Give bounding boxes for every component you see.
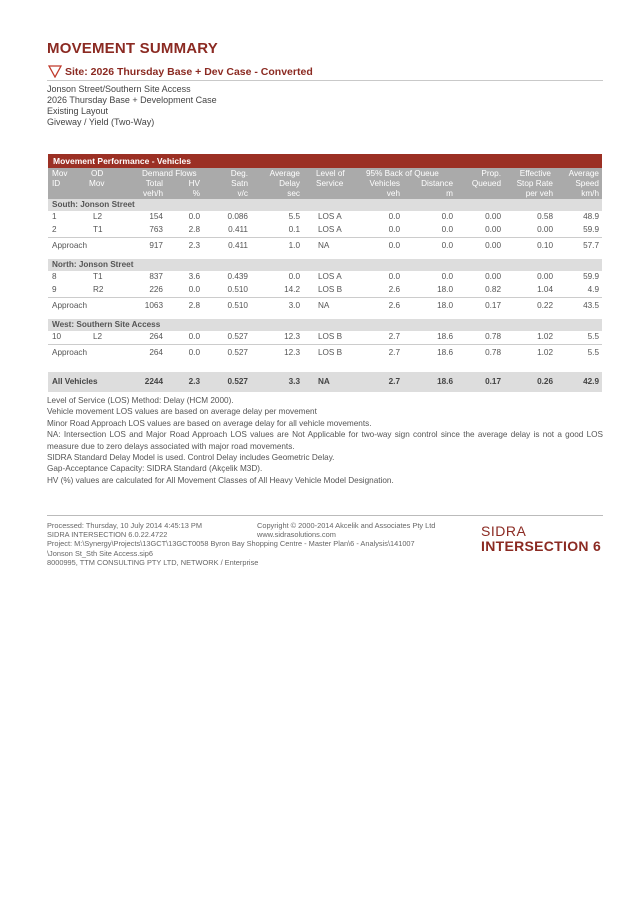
table-row <box>48 284 602 297</box>
col-stop-3: per veh <box>525 189 553 198</box>
cell-stop-rate: 0.58 <box>537 212 553 221</box>
cell-queue-vehicles: 2.6 <box>388 301 400 310</box>
cell-queue-distance: 0.0 <box>441 241 453 250</box>
cell-total-flow: 1063 <box>144 301 163 310</box>
col-demand-flows: Demand Flows <box>142 169 197 178</box>
col-deg-1: Deg. <box>230 169 248 178</box>
cell-prop-queued: 0.78 <box>485 348 501 357</box>
cell-avg-delay: 3.3 <box>288 377 300 386</box>
cell-deg-satn: 0.527 <box>227 332 248 341</box>
approach-row <box>48 297 602 313</box>
cell-mov-id: 9 <box>52 285 57 294</box>
cell-avg-delay: 0.1 <box>288 225 300 234</box>
col-delay-1: Average <box>269 169 300 178</box>
note: Gap-Acceptance Capacity: SIDRA Standard (Akçelik M3D). <box>47 464 263 474</box>
cell-od-mov: R2 <box>93 285 104 294</box>
logo-line-1: SIDRA <box>481 523 527 539</box>
cell-queue-vehicles: 0.0 <box>388 272 400 281</box>
group-row <box>48 319 602 331</box>
group-row <box>48 199 602 211</box>
website-link[interactable]: www.sidrasolutions.com <box>257 530 336 540</box>
col-back-of-queue: 95% Back of Queue <box>366 169 439 178</box>
col-vehicles-1: Vehicles <box>369 179 400 188</box>
col-stop-2: Stop Rate <box>516 179 553 188</box>
cell-prop-queued: 0.00 <box>485 212 501 221</box>
cell-prop-queued: 0.17 <box>485 301 501 310</box>
description-line: Existing Layout <box>47 106 109 116</box>
cell-queue-vehicles: 0.0 <box>388 225 400 234</box>
cell-queue-distance: 18.6 <box>437 332 453 341</box>
col-speed-1: Average <box>568 169 599 178</box>
cell-stop-rate: 1.02 <box>537 332 553 341</box>
cell-hv-percent: 0.0 <box>188 348 200 357</box>
all-vehicles-row <box>48 372 602 392</box>
cell-deg-satn: 0.510 <box>227 285 248 294</box>
group-spacer <box>48 360 602 366</box>
group-row <box>48 259 602 271</box>
col-deg-2: Satn <box>231 179 248 188</box>
cell-avg-speed: 48.9 <box>583 212 599 221</box>
cell-los: NA <box>318 377 330 386</box>
cell-deg-satn: 0.527 <box>227 377 248 386</box>
cell-total-flow: 763 <box>149 225 163 234</box>
col-los-2: Service <box>316 179 344 188</box>
note: NA: Intersection LOS and Major Road Approach LOS values are Not Applicable for two-way sign control since the average delay is not a good LOS measure due to zero delays associated with major road movements. <box>47 430 603 451</box>
table-row <box>48 211 602 224</box>
cell-queue-distance: 18.6 <box>437 377 453 386</box>
col-od-2: Mov <box>89 179 105 188</box>
cell-hv-percent: 2.8 <box>188 301 200 310</box>
note: Level of Service (LOS) Method: Delay (HCM 2000). <box>47 396 234 405</box>
site-description <box>47 84 217 128</box>
cell-mov-id: 2 <box>52 225 57 234</box>
cell-hv-percent: 2.3 <box>188 241 200 250</box>
cell-total-flow: 917 <box>149 241 163 250</box>
note: Minor Road Approach LOS values are based on average delay for all vehicle movements. <box>47 418 372 428</box>
cell-mov-id: 10 <box>52 332 62 341</box>
cell-prop-queued: 0.82 <box>485 285 501 294</box>
footer-divider <box>47 515 603 516</box>
site-title: Site: 2026 Thursday Base + Dev Case - Converted <box>65 66 313 78</box>
cell-stop-rate: 1.04 <box>537 285 553 294</box>
cell-los: LOS A <box>318 212 342 221</box>
table-body <box>48 199 602 392</box>
col-mov-1: Mov <box>52 169 68 178</box>
cell-mov-id: Approach <box>52 241 88 250</box>
cell-queue-vehicles: 2.7 <box>388 332 400 341</box>
cell-deg-satn: 0.411 <box>228 225 248 234</box>
cell-od-mov: T1 <box>93 272 103 281</box>
cell-los: LOS B <box>318 285 343 294</box>
col-distance-1: Distance <box>421 179 453 188</box>
col-delay-3: sec <box>287 189 300 198</box>
project-file: \Jonson St_Sth Site Access.sip6 <box>47 548 153 558</box>
cell-los: NA <box>318 301 330 310</box>
cell-total-flow: 264 <box>149 332 163 341</box>
cell-mov-id: Approach <box>52 301 88 310</box>
cell-avg-speed: 59.9 <box>583 225 599 234</box>
page-title: MOVEMENT SUMMARY <box>47 40 218 57</box>
col-total-2: veh/h <box>142 189 163 198</box>
cell-deg-satn: 0.510 <box>227 301 248 310</box>
cell-total-flow: 2244 <box>144 377 163 386</box>
footer-middle <box>257 521 435 539</box>
col-delay-2: Delay <box>279 179 300 188</box>
cell-avg-speed: 5.5 <box>587 332 599 341</box>
cell-prop-queued: 0.00 <box>485 225 501 234</box>
cell-deg-satn: 0.411 <box>228 241 248 250</box>
cell-queue-distance: 0.0 <box>441 272 453 281</box>
cell-stop-rate: 0.00 <box>537 225 553 234</box>
col-vehicles-2: veh <box>386 189 400 198</box>
cell-total-flow: 154 <box>149 212 163 221</box>
cell-los: LOS B <box>318 332 343 341</box>
cell-avg-speed: 43.5 <box>583 301 599 310</box>
column-headers <box>48 168 602 199</box>
cell-avg-speed: 5.5 <box>587 348 599 357</box>
cell-mov-id: 1 <box>52 212 57 221</box>
table-row <box>48 224 602 237</box>
cell-queue-vehicles: 0.0 <box>388 241 400 250</box>
cell-stop-rate: 0.10 <box>537 241 553 250</box>
cell-queue-distance: 18.0 <box>437 285 453 294</box>
col-mov-2: ID <box>52 179 61 188</box>
cell-avg-delay: 12.3 <box>284 348 300 357</box>
cell-od-mov: T1 <box>93 225 103 234</box>
cell-prop-queued: 0.17 <box>485 377 501 386</box>
cell-avg-delay: 14.2 <box>284 285 300 294</box>
cell-avg-delay: 5.5 <box>288 212 300 221</box>
col-od-1: OD <box>91 169 104 178</box>
table-title: Movement Performance - Vehicles <box>48 154 602 168</box>
license: 8000995, TTM CONSULTING PTY LTD, NETWORK / Enterprise <box>47 557 259 567</box>
col-speed-2: Speed <box>575 179 599 188</box>
group-name: South: Jonson Street <box>52 200 135 209</box>
cell-queue-vehicles: 0.0 <box>388 212 400 221</box>
col-prop-2: Queued <box>471 179 501 188</box>
cell-deg-satn: 0.439 <box>227 272 248 281</box>
table-row <box>48 271 602 284</box>
cell-avg-delay: 0.0 <box>288 272 300 281</box>
cell-stop-rate: 1.02 <box>537 348 553 357</box>
note: HV (%) values are calculated for All Movement Classes of All Heavy Vehicle Model Designation. <box>47 475 394 485</box>
cell-deg-satn: 0.527 <box>227 348 248 357</box>
cell-od-mov: L2 <box>93 332 103 341</box>
cell-los: LOS A <box>318 225 342 234</box>
cell-avg-delay: 1.0 <box>288 241 300 250</box>
description-line: Jonson Street/Southern Site Access <box>47 84 191 94</box>
col-total-1: Total <box>145 179 163 188</box>
group-name: West: Southern Site Access <box>52 320 161 329</box>
cell-prop-queued: 0.00 <box>485 272 501 281</box>
cell-queue-vehicles: 2.7 <box>388 377 400 386</box>
cell-mov-id: All Vehicles <box>52 377 98 386</box>
description-line: Giveway / Yield (Two-Way) <box>47 117 155 127</box>
cell-los: LOS B <box>318 348 343 357</box>
cell-avg-delay: 12.3 <box>284 332 300 341</box>
cell-hv-percent: 2.8 <box>188 225 200 234</box>
col-hv-2: % <box>192 189 200 198</box>
cell-hv-percent: 0.0 <box>188 332 200 341</box>
cell-hv-percent: 0.0 <box>188 285 200 294</box>
cell-hv-percent: 0.0 <box>188 212 200 221</box>
cell-queue-vehicles: 2.7 <box>388 348 400 357</box>
movement-performance-table <box>48 154 602 392</box>
cell-mov-id: 8 <box>52 272 57 281</box>
site-header <box>47 64 603 81</box>
table-row <box>48 331 602 344</box>
cell-avg-speed: 4.9 <box>587 285 599 294</box>
col-speed-3: km/h <box>581 189 599 198</box>
cell-deg-satn: 0.086 <box>227 212 248 221</box>
cell-avg-speed: 42.9 <box>583 377 599 386</box>
cell-prop-queued: 0.78 <box>485 332 501 341</box>
col-los-1: Level of <box>316 169 345 178</box>
cell-queue-distance: 18.0 <box>437 301 453 310</box>
sidra-logo <box>481 524 601 554</box>
cell-queue-vehicles: 2.6 <box>388 285 400 294</box>
processed-date: Processed: Thursday, 10 July 2014 4:45:13 PM <box>47 521 203 530</box>
cell-queue-distance: 0.0 <box>441 212 453 221</box>
note: Vehicle movement LOS values are based on average delay per movement <box>47 407 317 417</box>
group-name: North: Jonson Street <box>52 260 134 269</box>
software-version: SIDRA INTERSECTION 6.0.22.4722 <box>47 530 168 540</box>
col-hv-1: HV <box>188 179 200 188</box>
col-deg-3: v/c <box>237 189 248 198</box>
cell-total-flow: 264 <box>149 348 163 357</box>
cell-mov-id: Approach <box>52 348 88 357</box>
logo-line-2: INTERSECTION 6 <box>481 538 602 554</box>
cell-los: LOS A <box>318 272 342 281</box>
col-distance-2: m <box>446 189 453 198</box>
cell-avg-delay: 3.0 <box>288 301 300 310</box>
approach-row <box>48 344 602 360</box>
cell-stop-rate: 0.00 <box>537 272 553 281</box>
approach-row <box>48 237 602 253</box>
col-prop-1: Prop. <box>481 169 501 178</box>
cell-avg-speed: 59.9 <box>583 272 599 281</box>
cell-total-flow: 837 <box>149 272 163 281</box>
cell-hv-percent: 3.6 <box>188 272 200 281</box>
notes <box>47 395 603 486</box>
note: SIDRA Standard Delay Model is used. Control Delay includes Geometric Delay. <box>47 453 335 463</box>
cell-prop-queued: 0.00 <box>485 241 501 250</box>
cell-stop-rate: 0.22 <box>537 301 553 310</box>
cell-od-mov: L2 <box>93 212 103 221</box>
cell-avg-speed: 57.7 <box>583 241 599 250</box>
copyright: Copyright © 2000-2014 Akcelik and Associates Pty Ltd <box>257 521 436 530</box>
cell-total-flow: 226 <box>149 285 163 294</box>
triangle-down-icon <box>48 65 62 78</box>
description-line: 2026 Thursday Base + Development Case <box>47 95 217 105</box>
cell-queue-distance: 18.6 <box>437 348 453 357</box>
cell-queue-distance: 0.0 <box>441 225 453 234</box>
col-stop-1: Effective <box>519 169 551 178</box>
cell-stop-rate: 0.26 <box>537 377 553 386</box>
cell-los: NA <box>318 241 330 250</box>
project-path: Project: M:\Synergy\Projects\13GCT\13GCT0058 Byron Bay Shopping Centre - Master Plan\6 - Analysis\141007 <box>47 539 415 549</box>
cell-hv-percent: 2.3 <box>188 377 200 386</box>
